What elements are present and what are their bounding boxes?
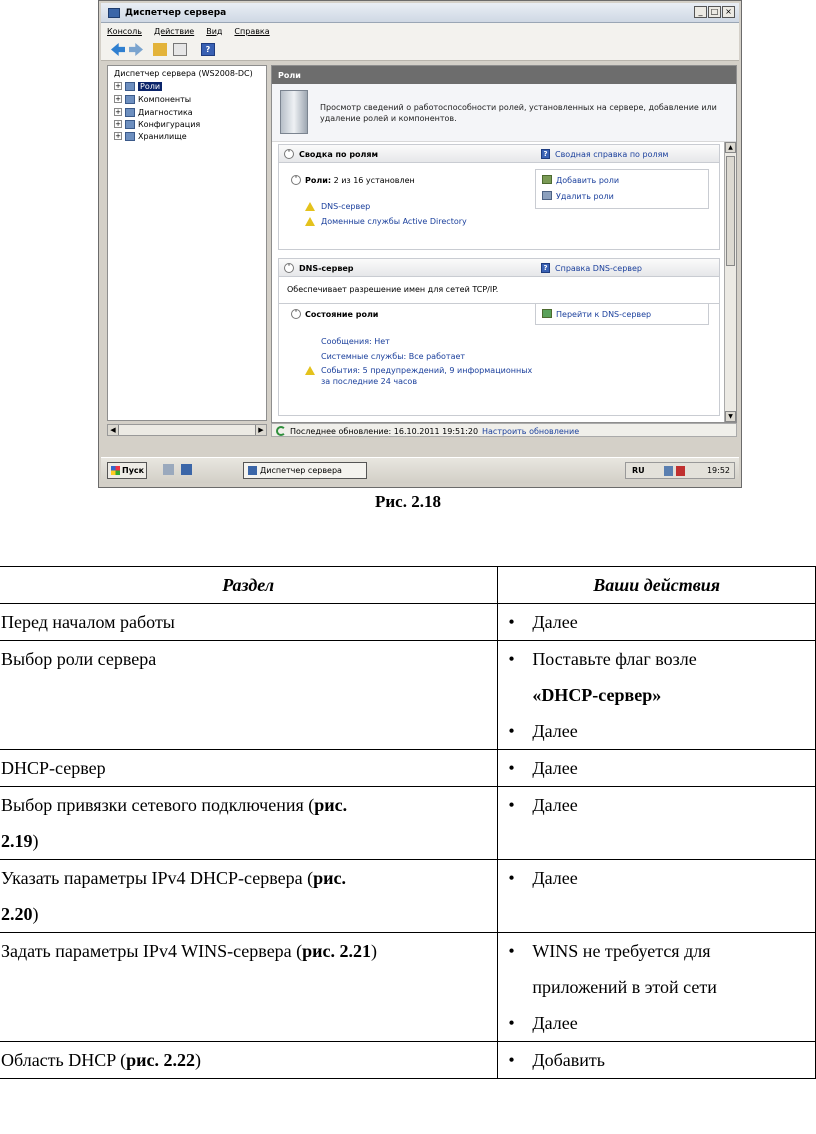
scroll-thumb[interactable] (726, 156, 735, 266)
figure-ref: 2.20 (1, 904, 33, 924)
action-text: приложений в этой сети (532, 977, 717, 997)
up-folder-icon[interactable] (153, 43, 167, 56)
help-icon: ? (541, 149, 550, 159)
tree-root[interactable]: Диспетчер сервера (WS2008-DC) (114, 69, 253, 78)
section-cell (0, 933, 498, 1042)
dns-help-link[interactable]: Справка DNS-сервер (555, 264, 643, 273)
figure-ref: рис. (314, 795, 348, 815)
taskbar (101, 457, 739, 483)
roles-count: 2 из 16 установлен (333, 176, 415, 185)
section-cell: DHCP-сервер (0, 750, 498, 787)
header-actions: Ваши действия (498, 567, 816, 604)
bullet-icon: • (508, 1050, 515, 1070)
tree-item-label: Диагностика (138, 107, 193, 117)
collapse-icon[interactable]: ˆ (291, 175, 301, 185)
help-icon[interactable]: ? (201, 43, 215, 56)
bullet-icon: • (508, 612, 515, 632)
action-text: Далее (532, 721, 578, 741)
clock[interactable]: 19:52 (706, 466, 730, 475)
scroll-up-icon[interactable]: ▲ (725, 142, 736, 153)
tree-item-features[interactable] (114, 93, 191, 105)
bullet-icon: • (508, 649, 515, 669)
taskbar-server-manager[interactable] (243, 462, 367, 479)
actions-cell (498, 604, 816, 641)
dns-description: Обеспечивает разрешение имен для сетей TCP/IP. (287, 285, 499, 294)
figure-ref: рис. (313, 868, 346, 888)
window-titlebar (101, 3, 739, 23)
remove-roles-icon (542, 191, 552, 200)
menu-help[interactable]: Справка (234, 26, 270, 36)
figure-ref: рис. 2.22 (126, 1050, 195, 1070)
pane-vertical-scrollbar[interactable] (724, 142, 736, 422)
scroll-down-icon[interactable]: ▼ (725, 411, 736, 422)
header-section: Раздел (0, 567, 498, 604)
roles-summary-section (278, 144, 720, 250)
server-manager-icon (108, 8, 120, 18)
bullet-icon: • (508, 1013, 515, 1033)
expand-icon[interactable]: + (115, 108, 121, 116)
figure-ref: рис. 2.21 (302, 941, 372, 961)
window-title: Диспетчер сервера (125, 8, 227, 18)
tree-item-label: Роли (140, 81, 161, 91)
action-text: Далее (532, 868, 578, 888)
actions-cell (498, 750, 816, 787)
windows-flag-icon (111, 466, 120, 475)
tree-item-label: Хранилище (138, 131, 187, 141)
task-label: Диспетчер сервера (260, 466, 342, 475)
services-link[interactable]: Системные службы: Все работает (321, 352, 466, 361)
start-button[interactable] (107, 462, 147, 479)
table-row (0, 787, 816, 860)
role-link-dns[interactable]: DNS-сервер (321, 202, 371, 211)
system-tray (625, 462, 735, 479)
role-link-adds[interactable]: Доменные службы Active Directory (321, 217, 467, 226)
section-text: ) (371, 941, 378, 961)
table-row (0, 750, 816, 787)
start-label: Пуск (122, 466, 145, 475)
expand-icon[interactable]: + (115, 120, 121, 128)
roles-label: Роли: (305, 176, 332, 185)
action-text: Поставьте флаг возле (532, 649, 697, 669)
server-roles-icon (280, 90, 308, 134)
section-title: DNS-сервер (299, 264, 354, 273)
close-button[interactable]: × (722, 6, 735, 18)
scroll-right-icon[interactable]: ▶ (255, 425, 266, 435)
menu-action[interactable]: Действие (153, 26, 195, 36)
events-period[interactable]: за последние 24 часов (321, 377, 418, 386)
table-row (0, 641, 816, 750)
server-manager-quicklaunch-icon[interactable] (163, 464, 174, 475)
toolbar (101, 39, 739, 61)
actions-cell (498, 787, 816, 860)
features-icon (125, 95, 135, 104)
role-state-title: Состояние роли (305, 310, 379, 319)
section-cell: Перед началом работы (0, 604, 498, 641)
powershell-quicklaunch-icon[interactable] (181, 464, 192, 475)
configuration-icon (125, 120, 135, 129)
expand-icon[interactable]: + (115, 132, 121, 140)
diagnostics-icon (125, 108, 135, 117)
forward-arrow-icon[interactable] (129, 43, 143, 56)
collapse-icon[interactable]: ˆ (284, 149, 294, 159)
section-text: ) (32, 831, 39, 851)
section-text: Указать параметры IPv4 DHCP-сервера ( (1, 868, 314, 888)
actions-cell (498, 641, 816, 750)
action-text: Далее (532, 612, 578, 632)
section-cell (0, 787, 498, 860)
events-link[interactable]: События: 5 предупреждений, 9 информационных (321, 366, 533, 375)
remove-roles-link[interactable]: Удалить роли (556, 192, 614, 201)
figure-caption: Рис. 2.18 (375, 492, 441, 511)
figure-ref: 2.19 (1, 831, 33, 851)
setup-steps-table (0, 566, 816, 1079)
warning-icon (305, 202, 315, 211)
server-manager-icon (248, 466, 257, 475)
expand-icon[interactable]: + (115, 82, 121, 90)
intro-text: Просмотр сведений о работоспособности ролей, установленных на сервере, добавление или удаление ролей и компонентов. (320, 103, 717, 123)
roles-actions-box (535, 169, 709, 209)
bullet-icon: • (508, 868, 515, 888)
section-cell: Выбор роли сервера (0, 641, 498, 750)
collapse-icon[interactable]: ˆ (291, 309, 301, 319)
tree-horizontal-scrollbar[interactable] (107, 424, 267, 436)
tree-item-storage[interactable] (114, 130, 187, 142)
menu-bar (101, 23, 739, 39)
action-text-bold: «DHCP-сервер» (532, 685, 662, 705)
table-row (0, 1042, 816, 1079)
last-update: Последнее обновление: 16.10.2011 19:51:20 (290, 427, 479, 436)
storage-icon (125, 132, 135, 141)
back-arrow-icon[interactable] (111, 43, 125, 56)
section-cell (0, 860, 498, 933)
section-text: Область DHCP ( (1, 1050, 127, 1070)
bullet-icon: • (508, 941, 515, 961)
action-text: Далее (532, 758, 578, 778)
table-header-row (0, 567, 816, 604)
section-title: Сводка по ролям (299, 150, 379, 159)
goto-dns-link[interactable]: Перейти к DNS-сервер (556, 310, 652, 319)
scroll-left-icon[interactable]: ◀ (108, 425, 119, 435)
goto-icon (542, 309, 552, 318)
expand-icon[interactable]: + (115, 95, 121, 103)
network-icon[interactable] (664, 466, 673, 476)
table-row (0, 604, 816, 641)
refresh-icon[interactable] (276, 426, 286, 436)
tree-item-label: Компоненты (138, 94, 192, 104)
summary-help-link[interactable]: Сводная справка по ролям (555, 150, 669, 159)
action-text: Добавить (532, 1050, 605, 1070)
warning-icon (305, 217, 315, 226)
volume-icon[interactable] (676, 466, 685, 476)
server-manager-screenshot (98, 0, 742, 488)
bullet-icon: • (508, 721, 515, 741)
tree-item-configuration[interactable] (114, 118, 200, 130)
add-roles-icon (542, 175, 552, 184)
roles-pane (271, 65, 737, 423)
pane-header: Роли (272, 66, 736, 84)
messages-link[interactable]: Сообщения: Нет (321, 337, 390, 346)
section-text: Выбор привязки сетевого подключения ( (1, 795, 315, 815)
navigation-tree (107, 65, 267, 421)
action-text: Далее (532, 795, 578, 815)
maximize-button[interactable]: □ (708, 6, 721, 18)
action-text: WINS не требуется для (532, 941, 711, 961)
actions-cell (498, 933, 816, 1042)
section-cell (0, 1042, 498, 1079)
bullet-icon: • (508, 795, 515, 815)
actions-cell (498, 1042, 816, 1079)
menu-view[interactable]: Вид (206, 26, 223, 36)
roles-intro (272, 84, 736, 142)
menu-console[interactable]: Консоль (107, 26, 142, 36)
tree-item-diagnostics[interactable] (114, 106, 193, 118)
actions-cell (498, 860, 816, 933)
status-bar (271, 423, 737, 437)
roles-icon (125, 82, 135, 91)
section-text: ) (194, 1050, 201, 1070)
language-indicator[interactable]: RU (632, 466, 645, 475)
help-icon: ? (541, 263, 550, 273)
bullet-icon: • (508, 758, 515, 778)
dns-server-section (278, 258, 720, 416)
add-roles-link[interactable]: Добавить роли (556, 176, 620, 185)
minimize-button[interactable]: _ (694, 6, 707, 18)
warning-icon (305, 366, 315, 375)
action-text: Далее (532, 1013, 578, 1033)
tree-item-roles[interactable] (114, 80, 162, 92)
section-text: ) (32, 904, 39, 924)
configure-refresh-link[interactable]: Настроить обновление (482, 427, 580, 436)
collapse-icon[interactable]: ˆ (284, 263, 294, 273)
tree-item-label: Конфигурация (138, 119, 201, 129)
table-row (0, 933, 816, 1042)
show-hide-tree-icon[interactable] (173, 43, 187, 56)
table-row (0, 860, 816, 933)
section-text: Задать параметры IPv4 WINS-сервера ( (1, 941, 303, 961)
goto-dns-box (535, 303, 709, 325)
